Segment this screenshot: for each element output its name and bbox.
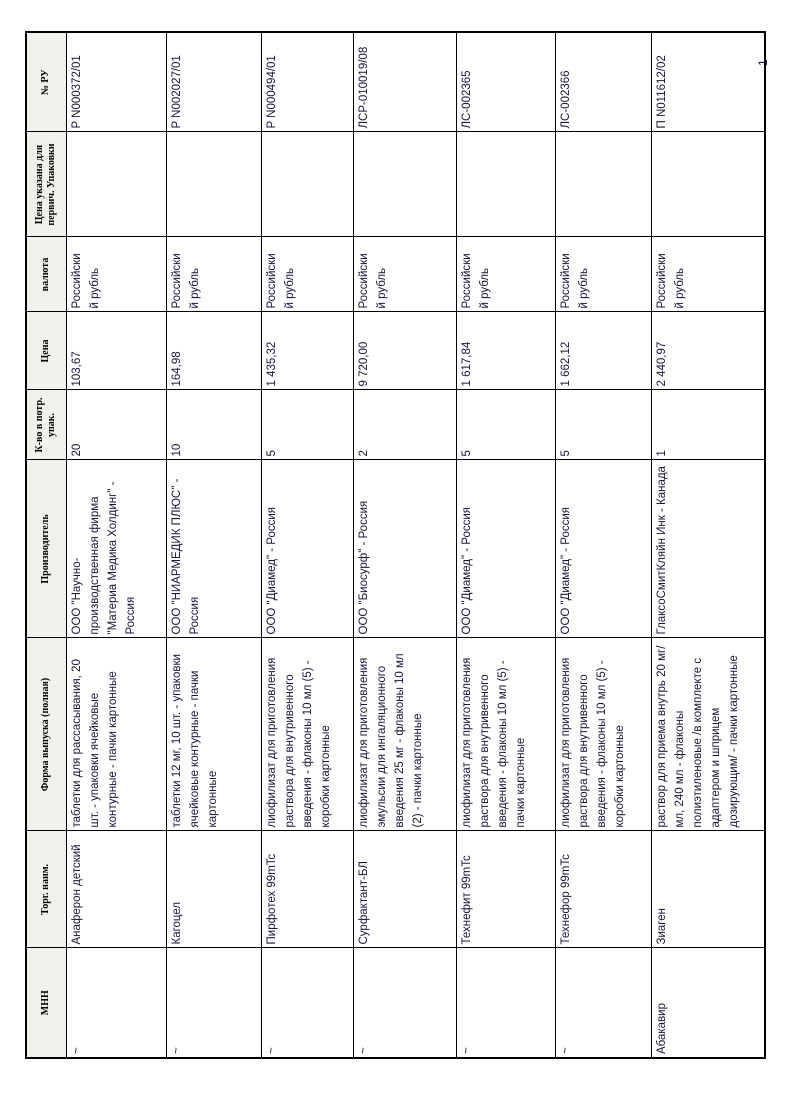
table-row: [353, 32, 456, 1058]
table-row: [555, 32, 651, 1058]
cell-qty-per-pack: 5: [261, 390, 353, 460]
cell-price-for-primary-pack: [456, 132, 555, 237]
cell-price-for-primary-pack: [651, 132, 765, 237]
table-row: [66, 32, 166, 1058]
cell-release-form: лиофилизат для приготовления раствора для внутривенного введения - флаконы 10 мл (5) - пачки картонные: [456, 638, 555, 831]
cell-reg-number: P N000372/01: [66, 32, 166, 132]
col-header-currency: валюта: [26, 237, 66, 312]
cell-trade-name: Зиаген: [651, 831, 765, 948]
page-number: 1: [756, 59, 770, 66]
col-header-trade-name: Торг. наим.: [26, 831, 66, 948]
cell-inn: ~: [66, 948, 166, 1058]
cell-currency: Российский рубль: [651, 237, 765, 312]
cell-price: 164,98: [166, 312, 261, 390]
table-row: [456, 32, 555, 1058]
cell-currency: Российский рубль: [456, 237, 555, 312]
cell-release-form: раствор для приема внутрь 20 мг/мл, 240 мл - флаконы полиэтиленовые /в комплекте с адаптером и шприцем дозирующим/ - пачки картонные: [651, 638, 765, 831]
cell-qty-per-pack: 1: [651, 390, 765, 460]
table-row: [166, 32, 261, 1058]
cell-trade-name: Анаферон детский: [66, 831, 166, 948]
rotated-table-wrapper: [25, 33, 764, 1059]
cell-price-for-primary-pack: [261, 132, 353, 237]
col-header-release-form: Форма выпуска (полная): [26, 638, 66, 831]
cell-currency: Российский рубль: [166, 237, 261, 312]
cell-manufacturer: ООО "Научно-производственная фирма "Материа Медика Холдинг" - Россия: [66, 460, 166, 638]
table-row: [651, 32, 765, 1058]
cell-release-form: лиофилизат для приготовления раствора для внутривенного введения - флаконы 10 мл (5) - коробки картонные: [261, 638, 353, 831]
cell-currency: Российский рубль: [66, 237, 166, 312]
cell-trade-name: Сурфактант-БЛ: [353, 831, 456, 948]
cell-inn: Абакавир: [651, 948, 765, 1058]
cell-release-form: лиофилизат для приготовления раствора для внутривенного введения - флаконы 10 мл (5) - коробки картонные: [555, 638, 651, 831]
cell-inn: ~: [456, 948, 555, 1058]
cell-release-form: таблетки для рассасывания, 20 шт. - упаковки ячейковые контурные - пачки картонные: [66, 638, 166, 831]
cell-trade-name: Технефор 99mTc: [555, 831, 651, 948]
cell-price-for-primary-pack: [353, 132, 456, 237]
cell-release-form: лиофилизат для приготовления эмульсии для ингаляционного введения 25 мг - флаконы 10 мл (2) - пачки картонные: [353, 638, 456, 831]
cell-price-for-primary-pack: [166, 132, 261, 237]
cell-release-form: таблетки 12 мг, 10 шт. - упаковки ячейковые контурные - пачки картонные: [166, 638, 261, 831]
table-row: [261, 32, 353, 1058]
cell-reg-number: P N002027/01: [166, 32, 261, 132]
col-header-inn: МНН: [26, 948, 66, 1058]
cell-qty-per-pack: 20: [66, 390, 166, 460]
cell-qty-per-pack: 5: [555, 390, 651, 460]
cell-reg-number: П N011612/02: [651, 32, 765, 132]
cell-trade-name: Технефит 99mTc: [456, 831, 555, 948]
cell-trade-name: Пирфотех 99mTc: [261, 831, 353, 948]
col-header-manufacturer: Производитель: [26, 460, 66, 638]
cell-inn: ~: [166, 948, 261, 1058]
cell-price: 103,67: [66, 312, 166, 390]
col-header-price: Цена: [26, 312, 66, 390]
cell-reg-number: ЛСР-010019/08: [353, 32, 456, 132]
cell-qty-per-pack: 10: [166, 390, 261, 460]
cell-inn: ~: [555, 948, 651, 1058]
cell-price-for-primary-pack: [555, 132, 651, 237]
cell-manufacturer: ООО "Диамед" - Россия: [555, 460, 651, 638]
cell-reg-number: ЛС-002366: [555, 32, 651, 132]
cell-price: 2 440,97: [651, 312, 765, 390]
col-header-qty-per-pack: К-во в потр. упак.: [26, 390, 66, 460]
col-header-price-for-primary-pack: Цена указана для первич. Упаковки: [26, 132, 66, 237]
cell-reg-number: P N000494/01: [261, 32, 353, 132]
cell-manufacturer: ГлаксоСмитКляйн Инк - Канада: [651, 460, 765, 638]
cell-manufacturer: ООО "Диамед" - Россия: [456, 460, 555, 638]
cell-inn: ~: [353, 948, 456, 1058]
cell-manufacturer: ООО "Диамед" - Россия: [261, 460, 353, 638]
cell-price: 1 662,12: [555, 312, 651, 390]
cell-price-for-primary-pack: [66, 132, 166, 237]
cell-currency: Российский рубль: [261, 237, 353, 312]
cell-inn: ~: [261, 948, 353, 1058]
cell-trade-name: Кагоцел: [166, 831, 261, 948]
col-header-reg-number: № РУ: [26, 32, 66, 132]
cell-currency: Российский рубль: [555, 237, 651, 312]
cell-qty-per-pack: 5: [456, 390, 555, 460]
drug-price-table: [25, 31, 766, 1059]
cell-price: 1 617,84: [456, 312, 555, 390]
cell-price: 9 720,00: [353, 312, 456, 390]
header-row: [26, 32, 66, 1058]
cell-manufacturer: ООО "Биосурф" - Россия: [353, 460, 456, 638]
cell-reg-number: ЛС-002365: [456, 32, 555, 132]
cell-manufacturer: ООО "НИАРМЕДИК ПЛЮС" - Россия: [166, 460, 261, 638]
cell-qty-per-pack: 2: [353, 390, 456, 460]
cell-currency: Российский рубль: [353, 237, 456, 312]
cell-price: 1 435,32: [261, 312, 353, 390]
